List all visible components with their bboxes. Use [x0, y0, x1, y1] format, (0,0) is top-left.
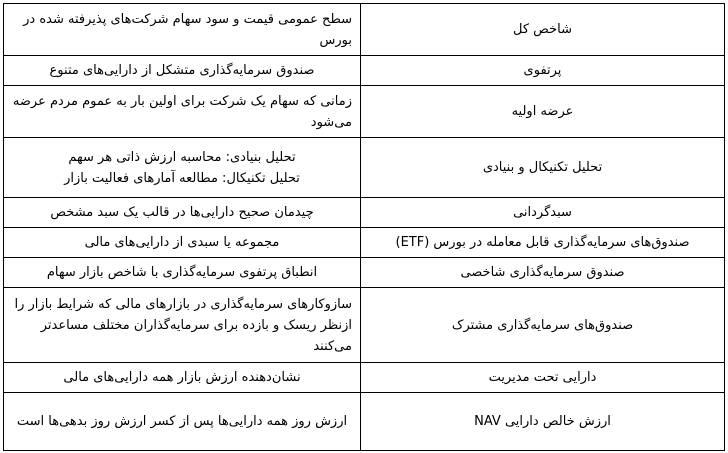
term-cell: شاخص کل: [361, 4, 725, 56]
table-row: [4, 258, 725, 288]
definition-line: بورس: [319, 32, 352, 48]
term-cell: ارزش خالص دارایی NAV: [361, 393, 725, 451]
definition-line: می‌شود: [310, 114, 352, 130]
table-row: [4, 393, 725, 451]
table-row: [4, 4, 725, 56]
table-row: [4, 288, 725, 363]
table-row: [4, 228, 725, 258]
definition-line: تحلیل تکنیکال: مطالعه آمارهای فعالیت بازار: [64, 170, 300, 186]
definition-cell: [4, 393, 361, 451]
term-cell: صندوق‌های سرمایه‌گذاری قابل معامله در بورس (ETF): [361, 228, 725, 258]
definition-line: ارزش روز همه دارایی‌ها پس از کسر ارزش روز بدهی‌ها است: [16, 414, 348, 429]
definition-line: صندوق سرمایه‌گذاری متشکل از دارایی‌های متنوع: [49, 63, 315, 78]
table-row: [4, 138, 725, 198]
definition-cell: [4, 4, 361, 56]
definition-line: ازنظر ریسک و بازده برای سرمایه‌گذاران مختلف مساعدتر: [40, 317, 352, 333]
term-cell: عرضه اولیه: [361, 86, 725, 138]
glossary-table: [3, 3, 725, 451]
term-cell: پرتفوی: [361, 56, 725, 86]
term-cell: صندوق‌های سرمایه‌گذاری مشترک: [361, 288, 725, 363]
definition-line: سطح عمومی قیمت و سود سهام شرکت‌های پذیرفته شده در: [23, 11, 352, 27]
term-cell: تحلیل تکنیکال و بنیادی: [361, 138, 725, 198]
definition-cell: [4, 288, 361, 363]
definition-cell: [4, 258, 361, 288]
definition-line: تحلیل بنیادی: محاسبه ارزش ذاتی هر سهم: [68, 149, 296, 165]
definition-line: زمانی که سهام یک شرکت برای اولین بار به عموم مردم عرضه: [12, 93, 352, 109]
term-cell: صندوق سرمایه‌گذاری شاخصی: [361, 258, 725, 288]
definition-cell: [4, 138, 361, 198]
definition-line: انطباق پرتفوی سرمایه‌گذاری با شاخص بازار سهام: [46, 265, 318, 280]
definition-line: مجموعه یا سبدی از دارایی‌های مالی: [84, 235, 280, 250]
table-row: [4, 198, 725, 228]
definition-cell: [4, 86, 361, 138]
table-row: [4, 86, 725, 138]
definition-line: سازوکارهای سرمایه‌گذاری در بازارهای مالی که شرایط بازار را: [14, 296, 352, 312]
table-row: [4, 363, 725, 393]
definition-cell: [4, 198, 361, 228]
definition-line: می‌کنند: [313, 338, 352, 354]
definition-line: نشان‌دهنده ارزش بازار همه دارایی‌های مالی: [63, 370, 301, 385]
definition-cell: [4, 56, 361, 86]
definition-cell: [4, 363, 361, 393]
definition-cell: [4, 228, 361, 258]
definition-line: چیدمان صحیح دارایی‌ها در قالب یک سبد مشخص: [50, 205, 314, 220]
term-cell: سبدگردانی: [361, 198, 725, 228]
term-cell: دارایی تحت مدیریت: [361, 363, 725, 393]
table-row: [4, 56, 725, 86]
